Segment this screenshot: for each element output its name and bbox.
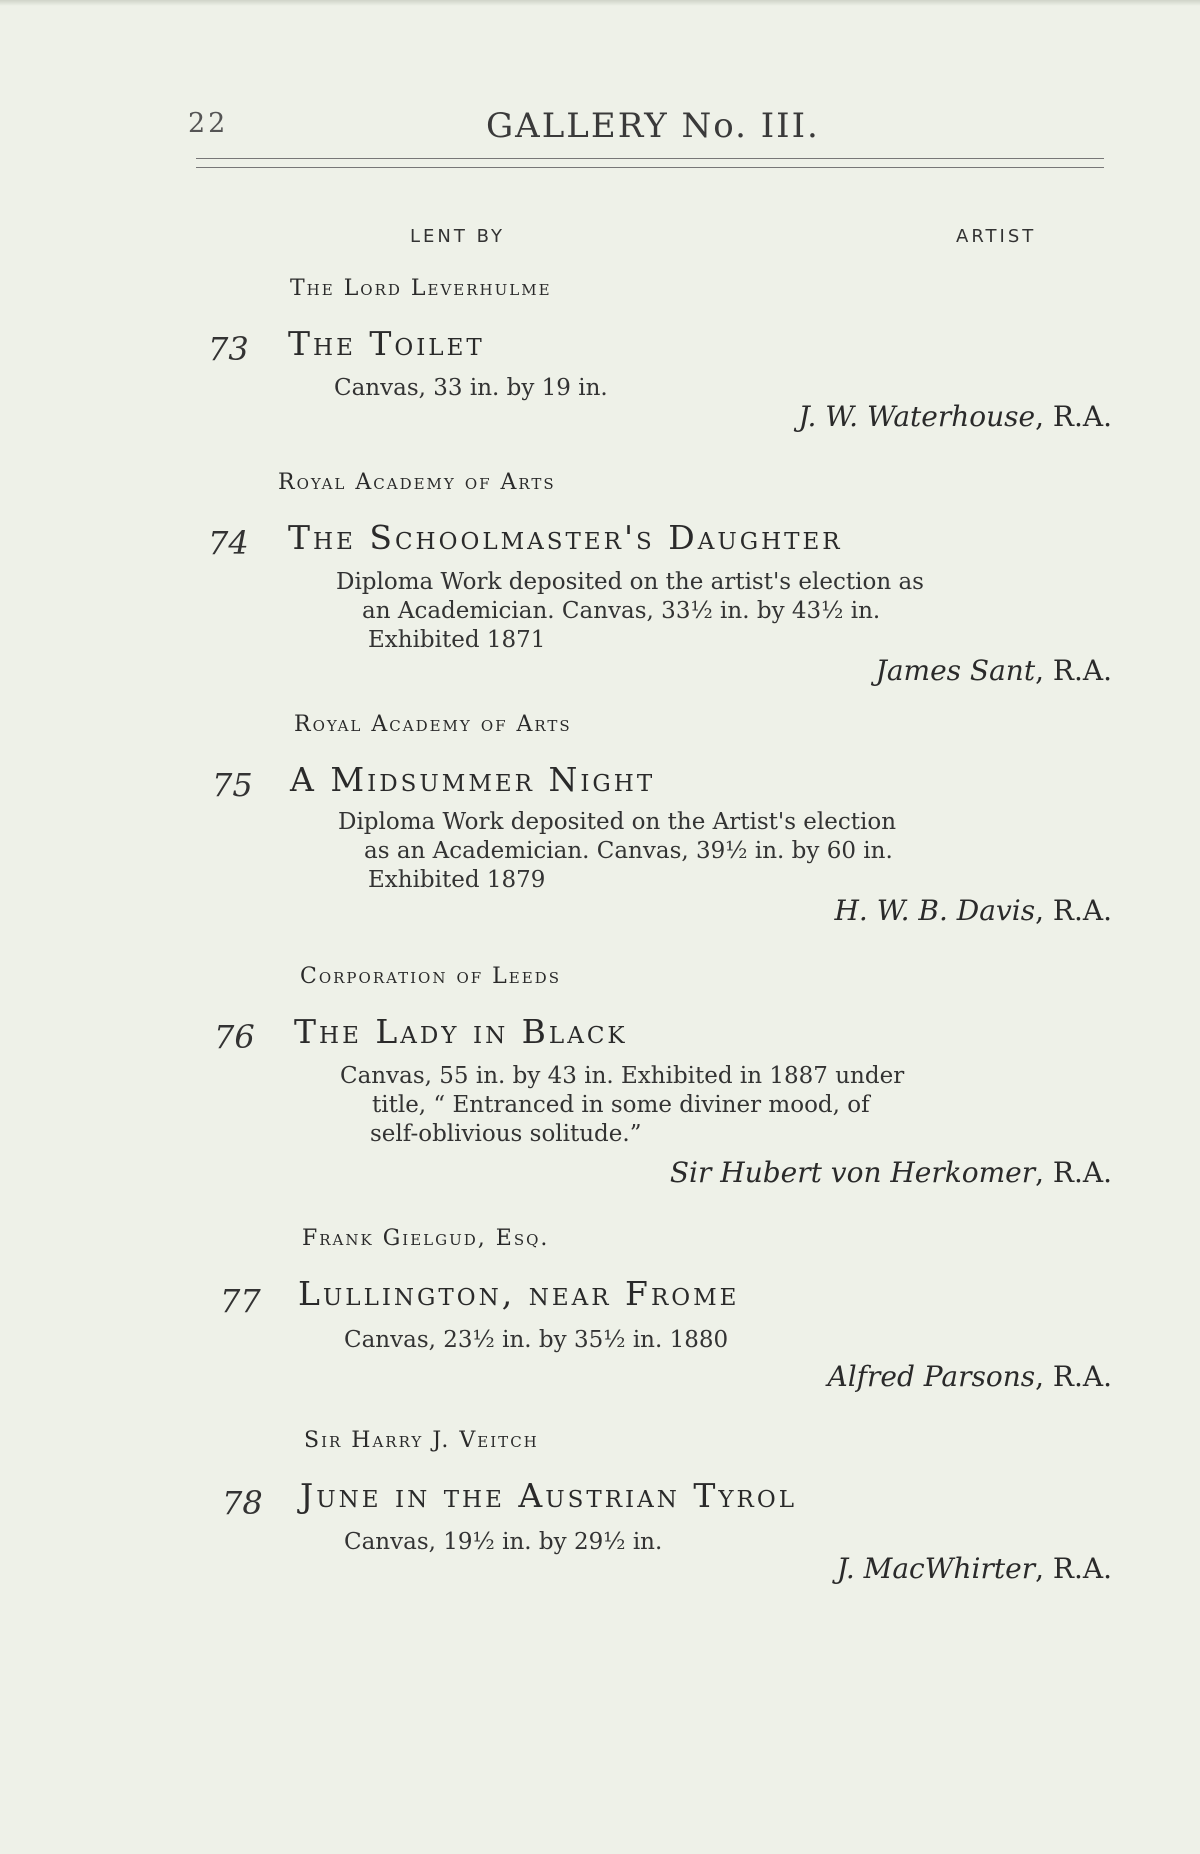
description-line: Diploma Work deposited on the artist's election as xyxy=(336,569,924,595)
artist-name: J. W. Waterhouse xyxy=(798,400,1036,433)
catalogue-number: 77 xyxy=(220,1282,261,1320)
lender: Royal Academy of Arts xyxy=(294,712,572,737)
artist-suffix: , R.A. xyxy=(1035,400,1112,433)
catalogue-number: 74 xyxy=(208,524,249,562)
artwork-description xyxy=(336,568,924,655)
catalogue-number: 75 xyxy=(212,766,253,804)
artist-credit xyxy=(835,894,1112,927)
artist-credit xyxy=(837,1552,1112,1585)
lender: Sir Harry J. Veitch xyxy=(304,1428,539,1453)
artwork-title: Lullington, near Frome xyxy=(298,1274,740,1313)
artwork-title: The Schoolmaster's Daughter xyxy=(288,518,843,557)
artist-name: Sir Hubert von Herkomer xyxy=(669,1156,1036,1189)
description-line: Canvas, 55 in. by 43 in. Exhibited in 1887 under xyxy=(340,1063,905,1089)
lender: Royal Academy of Arts xyxy=(278,470,556,495)
description-line: Canvas, 33 in. by 19 in. xyxy=(334,375,608,401)
page-title: GALLERY No. III. xyxy=(486,106,820,146)
artist-suffix: , R.A. xyxy=(1035,1360,1112,1393)
catalogue-number: 76 xyxy=(214,1018,255,1056)
artist-suffix: , R.A. xyxy=(1035,894,1112,927)
description-line: Canvas, 19½ in. by 29½ in. xyxy=(344,1529,663,1555)
artist-name: J. MacWhirter xyxy=(836,1552,1036,1585)
column-heading-lent-by: LENT BY xyxy=(410,226,505,247)
lender: Frank Gielgud, Esq. xyxy=(302,1226,550,1251)
description-line: an Academician. Canvas, 33½ in. by 43½ in. xyxy=(362,598,881,624)
lender: Corporation of Leeds xyxy=(300,964,561,989)
page-top-edge xyxy=(0,0,1200,6)
description-line: Exhibited 1879 xyxy=(368,867,546,893)
artist-credit xyxy=(876,654,1112,687)
artwork-title: June in the Austrian Tyrol xyxy=(300,1476,797,1515)
artist-name: H. W. B. Davis xyxy=(834,894,1036,927)
artwork-description xyxy=(334,374,608,403)
artwork-title: The Toilet xyxy=(288,324,485,363)
artist-suffix: , R.A. xyxy=(1035,1552,1112,1585)
artwork-description xyxy=(344,1528,662,1557)
artist-name: Alfred Parsons xyxy=(827,1360,1036,1393)
artwork-title: The Lady in Black xyxy=(294,1012,628,1051)
artist-credit xyxy=(827,1360,1112,1393)
lender: The Lord Leverhulme xyxy=(290,276,552,301)
description-line: title, “ Entranced in some diviner mood, of xyxy=(372,1092,870,1118)
description-line: Exhibited 1871 xyxy=(368,627,546,653)
description-line: Canvas, 23½ in. by 35½ in. 1880 xyxy=(344,1327,729,1353)
page-number: 22 xyxy=(188,108,229,139)
catalogue-number: 78 xyxy=(222,1484,263,1522)
artist-credit xyxy=(670,1156,1112,1189)
artwork-description xyxy=(344,1326,728,1355)
artwork-description xyxy=(340,1062,904,1149)
description-line: as an Academician. Canvas, 39½ in. by 60 in. xyxy=(364,838,893,864)
artwork-title: A Midsummer Night xyxy=(290,760,656,799)
description-line: self-oblivious solitude.” xyxy=(370,1121,642,1147)
header-rule xyxy=(196,158,1104,168)
artist-suffix: , R.A. xyxy=(1035,1156,1112,1189)
artwork-description xyxy=(338,808,896,895)
description-line: Diploma Work deposited on the Artist's election xyxy=(338,809,897,835)
catalogue-number: 73 xyxy=(208,330,249,368)
artist-name: James Sant xyxy=(875,654,1036,687)
artist-credit xyxy=(798,400,1112,433)
artist-suffix: , R.A. xyxy=(1035,654,1112,687)
column-heading-artist: ARTIST xyxy=(956,226,1037,247)
